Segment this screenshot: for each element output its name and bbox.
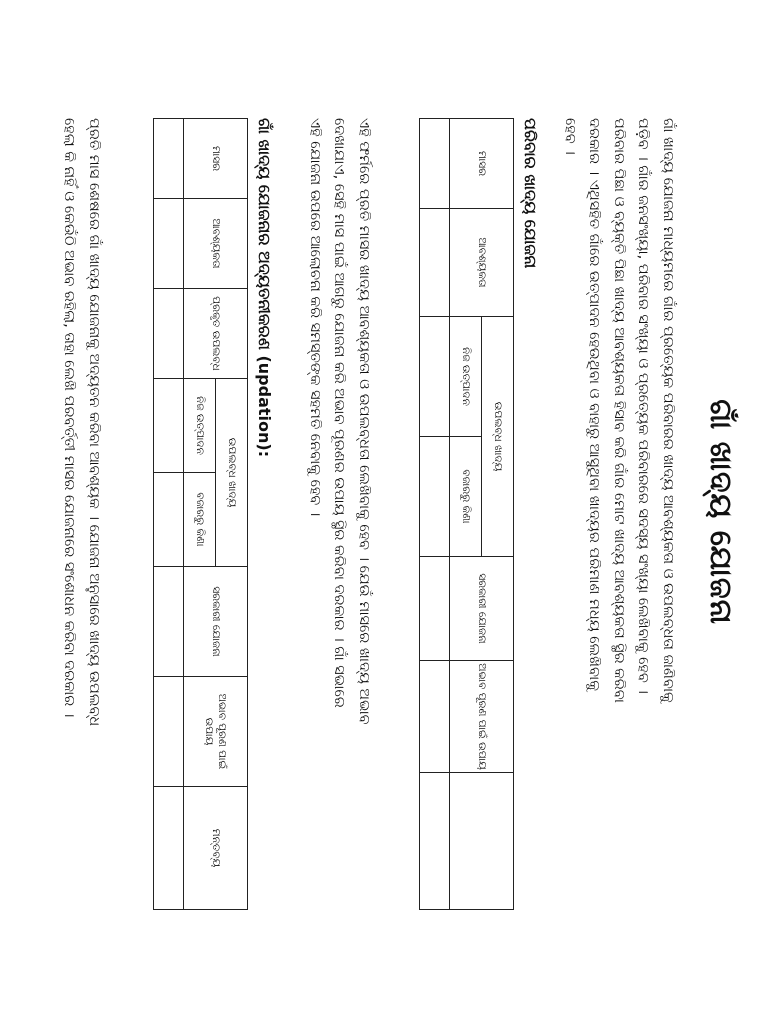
table-header-cell: ମାସର <box>450 119 514 209</box>
table-header-cell: ଆବଶ୍ୟକତା <box>450 209 514 317</box>
intro-line: ପଡ଼ିବ । ଗାଁର ଜନସଂଖ୍ୟା, ପରିବାର ସଂଖ୍ୟା ଓ ପ୍ରତ୍ୟେକ ପରିବାରରେ ସଦସ୍ୟ ସଂଖ୍ୟା ଲେଖିବାକୁ ହେବ । <box>635 118 652 694</box>
table-header-cell: ବଜାରରୁ କିଣା <box>450 437 482 557</box>
table-header-cell: ସରକାରୀ ଯୋଜନା <box>184 567 248 677</box>
table-cell <box>420 317 450 437</box>
table-cell <box>154 199 184 289</box>
table-header-cell: ଅଭାବ ପୂରଣ ପାଇଁ ଉପାୟ <box>450 661 514 773</box>
closing-line: ପ୍ରତି ମାସ ଶେଷରେ ଗାଁ ଖାଦ୍ୟ ଯୋଜନାକୁ ଅଦ୍ୟତନ କରିବା ଆବଶ୍ୟକ । ଯୋଜନା ଅନୁସାରେ ଖାଦ୍ୟ ଉପଲବ୍ଧ <box>86 118 102 727</box>
intro-line: ଗାଁ ଖାଦ୍ୟ ଯୋଜନା ମାଧ୍ୟମରେ ଗାଁର ପ୍ରତ୍ୟେକ ପରିବାରର ଖାଦ୍ୟ ଆବଶ୍ୟକତା ଓ ଉପଲବ୍ଧତା ଜାଣିବାକୁ <box>660 118 676 703</box>
table-header-cell: ସରକାରୀ ଯୋଜନା <box>450 557 514 661</box>
table-cell <box>154 787 184 910</box>
intro-line: ହେବ । <box>562 118 578 155</box>
table-cell <box>420 773 450 910</box>
table-cell <box>154 567 184 677</box>
table-cell <box>420 661 450 773</box>
middle-paragraph <box>303 118 377 908</box>
table-cell <box>154 119 184 199</box>
table-header-cell <box>450 773 514 910</box>
closing-paragraph <box>57 118 106 908</box>
table-header-cell: ପ୍ରକୃତ ଉପଲବ୍ଧ <box>184 289 248 379</box>
table-header-cell: ଅଭାବ ପୂରଣ ପାଇଁ ଉପାୟ <box>184 677 248 787</box>
food-plan-update-table <box>153 118 248 910</box>
table-cell <box>420 119 450 209</box>
table-cell <box>154 289 184 379</box>
intro-paragraph <box>558 118 681 908</box>
middle-line: ଏହି ଫର୍ମରେ ପ୍ରତି ମାସର ଖାଦ୍ୟ ଆବଶ୍ୟକତା ଓ ଉପଲବ୍ଧତା ଲେଖିବାକୁ ହେବ । ଯେଉଁ ମାସରେ ଖାଦ୍ୟ ଅଭାବ <box>356 118 372 725</box>
closing-line: ହେଲା କି ନାହିଁ ଓ କେଉଁଠି ଅଭାବ ରହିଲା, ତାହା ଲେଖି ପରବର୍ତ୍ତୀ ମାସର ଯୋଜନାରେ ସଂଶୋଧନ କରିବା ଦରକାର । <box>61 118 78 718</box>
intro-line: ପରିବାର ପିଛା ଓ ବ୍ୟକ୍ତି ପିଛା ଖାଦ୍ୟ ଆବଶ୍ୟକତା ହିସାବ କରି ଗାଁର ମୋଟ ଖାଦ୍ୟ ଆବଶ୍ୟକତା ସ୍ଥିର କରିବା <box>611 118 627 703</box>
intro-line: ଦରକାର । ଏଥିସହିତ ଗାଁରେ ଉତ୍ପାଦନ ହେଉଥିବା ଓ ବାହାରୁ ଆସୁଥିବା ଖାଦ୍ୟର ପରିମାଣ ମଧ୍ୟ ଲେଖିବାକୁ <box>586 118 603 691</box>
page-title: ଗାଁ ଖାଦ୍ୟ ଯୋଜନା <box>703 399 738 625</box>
table-header-cell: ନିଜ ଉତ୍ପାଦନ <box>450 317 482 437</box>
table2-heading: ଗାଁ ଖାଦ୍ୟ ଯୋଜନାର ଅଦ୍ୟତନୀକରଣ (updation): <box>255 118 274 458</box>
table-cell <box>154 473 184 567</box>
middle-line: ଦେଖାଯାଏ, ସେହି ମାସ ପାଇଁ ଆଗରୁ ଯୋଜନା କରି ଅଭାବ ପୂରଣର ଉପାୟ ସ୍ଥିର କରିବା ଦରକାର । ଗାଁ ସଭାରେ <box>331 118 348 708</box>
table-header-cell: ଉପଲବ୍ଧ ଖାଦ୍ୟ <box>482 317 514 557</box>
middle-line: ଏହି ଯୋଜନା ଉପରେ ଆଲୋଚନା କରି ସମସ୍ତଙ୍କ ସହମତି ନେବାକୁ ହେବ । <box>307 118 323 517</box>
table-header-cell: ମାସର <box>184 119 248 199</box>
table-header-cell: ଉପଲବ୍ଧ ଖାଦ୍ୟ <box>216 379 248 567</box>
table-header-cell: ନିଜ ଉତ୍ପାଦନ <box>184 379 216 473</box>
table-header-cell: ଆବଶ୍ୟକତା <box>184 199 248 289</box>
table-cell <box>420 557 450 661</box>
family-food-plan-table <box>419 118 514 910</box>
table-cell <box>420 437 450 557</box>
table-cell <box>420 209 450 317</box>
table-cell <box>154 379 184 473</box>
table-header-cell: ମନ୍ତବ୍ୟ <box>184 787 248 910</box>
table-cell <box>154 677 184 787</box>
table-header-cell: ବଜାରରୁ କିଣା <box>184 473 216 567</box>
table1-heading: ପରିବାର ଖାଦ୍ୟ ଯୋଜନା <box>521 118 540 269</box>
